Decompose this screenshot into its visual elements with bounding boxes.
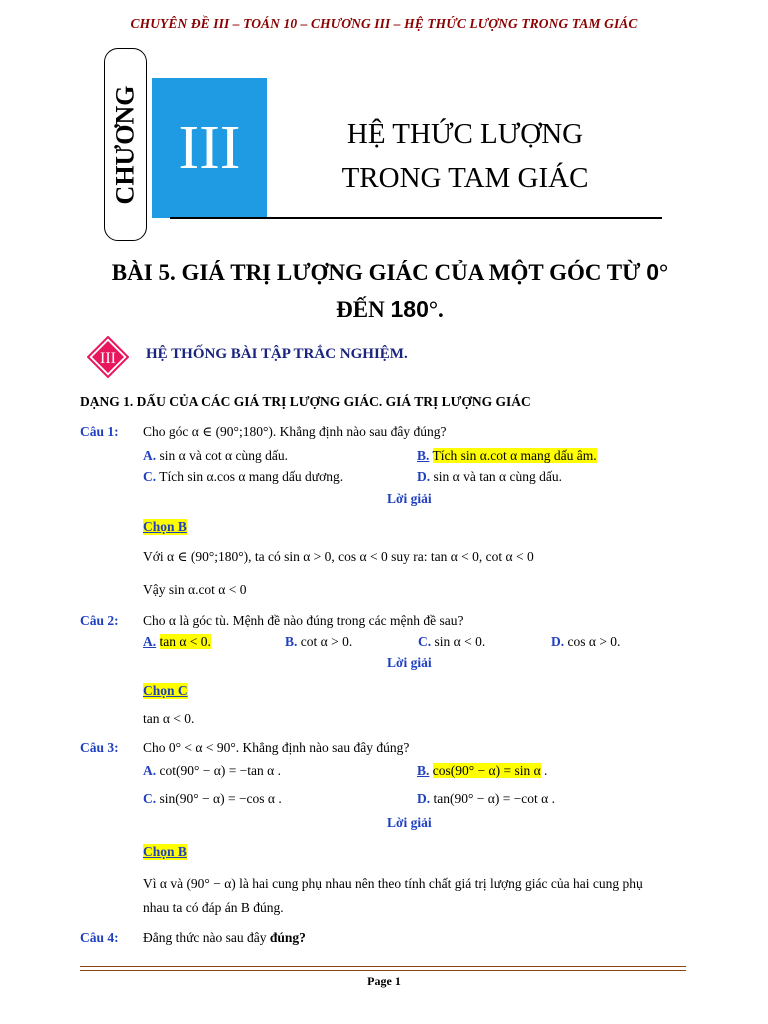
q2-option-c: C. sin α < 0. [418,634,486,649]
q1-solution-label: Lời giải [387,491,432,506]
footer-rule [80,966,686,967]
svg-text:III: III [100,350,116,367]
q1-option-c: C. Tích sin α.cos α mang dấu dương. [143,469,344,484]
q3-solution-label: Lời giải [387,815,432,830]
q1-option-a: A. sin α và cot α cùng dấu. [143,448,288,463]
dang-heading: DẠNG 1. DẤU CỦA CÁC GIÁ TRỊ LƯỢNG GIÁC. GIÁ TRỊ LƯỢNG GIÁC [80,394,531,409]
chapter-label: CHƯƠNG [110,85,140,204]
chapter-title: HỆ THỨC LƯỢNG TRONG TAM GIÁC [341,118,589,194]
chapter-underline [170,217,662,219]
q3-option-c: C. sin(90° − α) = −cos α . [143,791,282,806]
q2-option-d: D. cos α > 0. [551,634,621,649]
lesson-title: BÀI 5. GIÁ TRỊ LƯỢNG GIÁC CỦA MỘT GÓC TỪ 0° ĐẾN 180°. [111,259,669,322]
page-number: Page 1 [367,974,401,988]
chapter-number-box: III [152,78,267,218]
q2-number: Câu 2: [80,613,119,628]
q4-stem: Đẳng thức nào sau đây đúng? [143,930,306,945]
q3-option-d: D. tan(90° − α) = −cot α . [417,791,555,806]
footer-rule-thin [80,970,686,971]
q3-number: Câu 3: [80,740,119,755]
q3-solution-line2: nhau ta có đáp án B đúng. [143,900,284,915]
q3-solution-line1: Vì α và (90° − α) là hai cung phụ nhau nên theo tính chất giá trị lượng giác của hai cung phụ [143,876,643,891]
q3-stem: Cho 0° < α < 90°. Khẳng định nào sau đây đúng? [143,740,410,755]
q1-option-d: D. sin α và tan α cùng dấu. [417,469,562,484]
running-header: CHUYÊN ĐỀ III – TOÁN 10 – CHƯƠNG III – HỆ THỨC LƯỢNG TRONG TAM GIÁC [130,16,638,31]
q3-answer: Chọn B [143,844,187,859]
section-badge-icon [87,336,129,378]
q2-solution-line1: tan α < 0. [143,711,195,726]
q2-option-b: B. cot α > 0. [285,634,353,649]
q1-stem: Cho góc α ∈ (90°;180°). Khẳng định nào sau đây đúng? [143,424,447,439]
q1-answer: Chọn B [143,519,187,534]
q1-solution-line1: Với α ∈ (90°;180°), ta có sin α > 0, cos α < 0 suy ra: tan α < 0, cot α < 0 [143,549,534,564]
q3-option-a: A. cot(90° − α) = −tan α . [143,763,281,778]
q4-number: Câu 4: [80,930,119,945]
q1-option-b: B. Tích sin α.cot α mang dấu âm. [417,448,597,463]
q2-option-a: A. tan α < 0. [143,634,211,649]
q2-solution-label: Lời giải [387,655,432,670]
q2-stem: Cho α là góc tù. Mệnh đề nào đúng trong các mệnh đề sau? [143,613,464,628]
q1-solution-line2: Vậy sin α.cot α < 0 [143,582,247,597]
q3-option-b: B. cos(90° − α) = sin α . [417,763,548,778]
section-title: HỆ THỐNG BÀI TẬP TRẮC NGHIỆM. [146,346,408,362]
q2-answer: Chọn C [143,683,188,698]
q1-number: Câu 1: [80,424,119,439]
